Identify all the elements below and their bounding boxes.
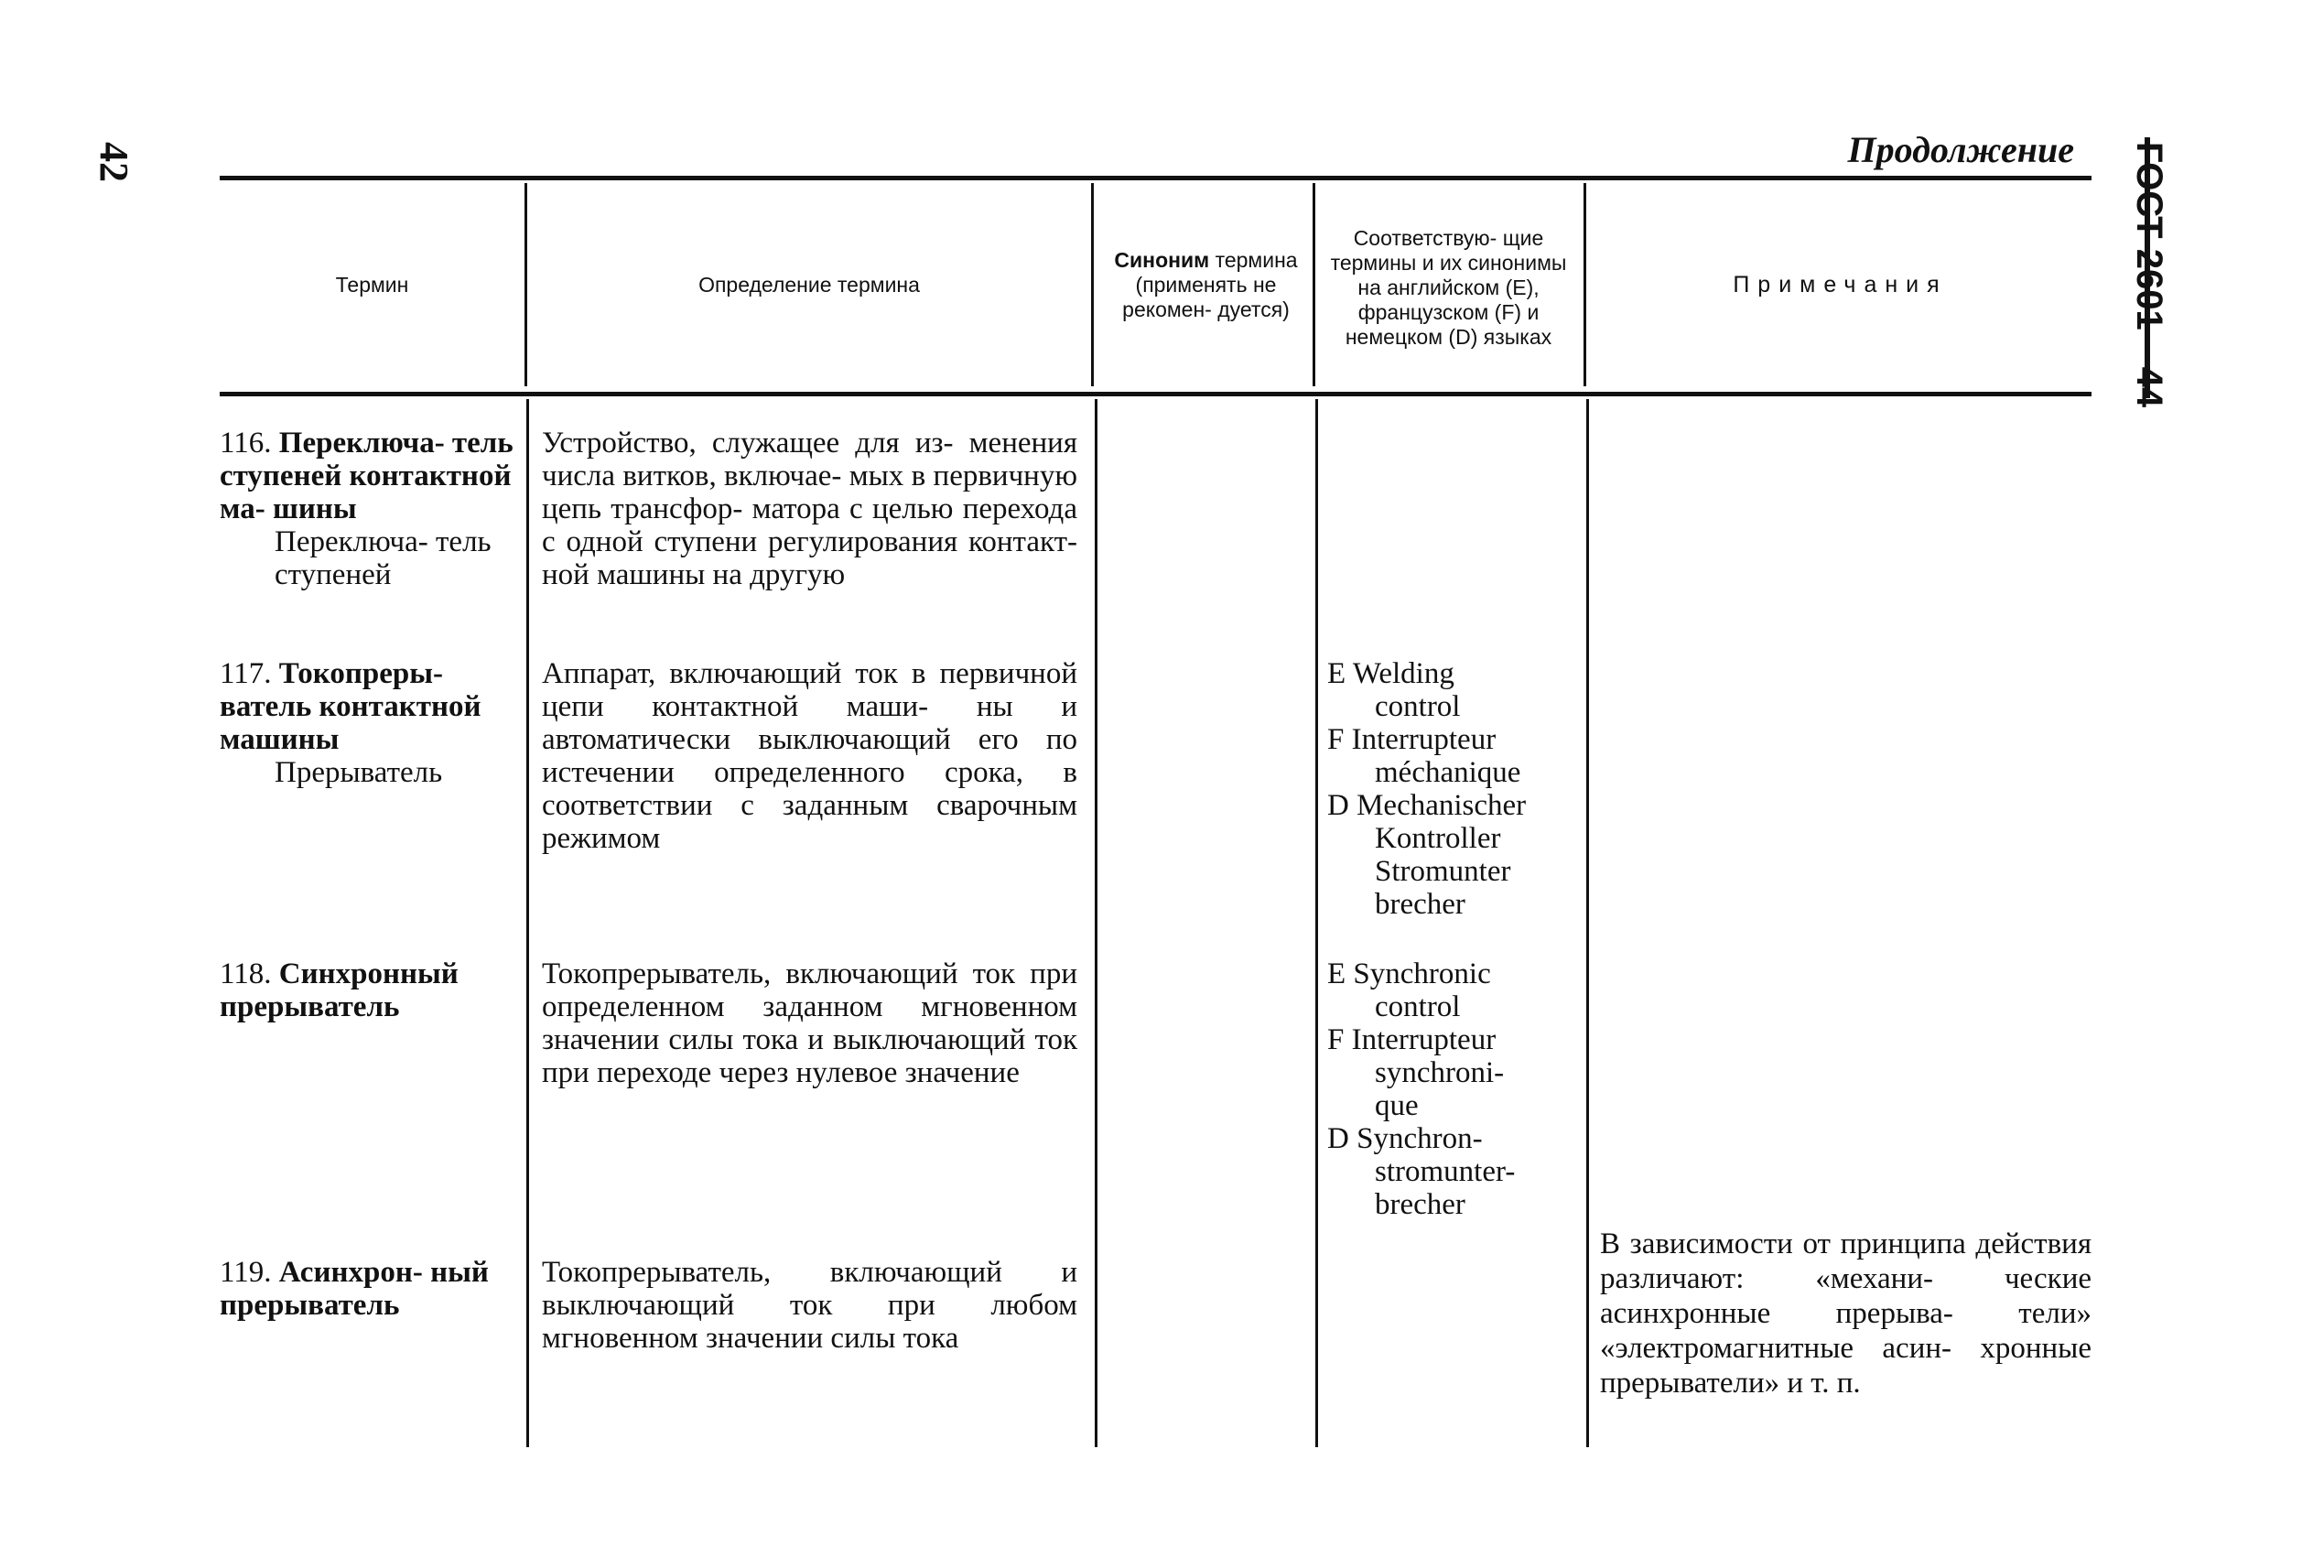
- header-synonym: [1103, 183, 1309, 386]
- term-name: Переключа- тель ступеней контактной ма- шины: [220, 427, 513, 525]
- equivalent-french-cont: synchroni-: [1375, 1056, 1505, 1089]
- equivalent-french-cont: que: [1375, 1089, 1419, 1122]
- equivalent-german-cont: brecher: [1375, 1188, 1465, 1221]
- definition-117: Аппарат, включающий ток в первичной цепи контактной маши- ны и автоматически выключающий его по истечении определенного срока, в соответствии с заданным сварочным режимом: [542, 657, 1077, 855]
- column-divider-4-body: [1586, 399, 1589, 1447]
- definition-118: Токопрерыватель, включающий ток при определенном заданном мгновенном значении силы тока и выключающий ток при переходе через нулевое значение: [542, 957, 1077, 1089]
- definition-119: Токопрерыватель, включающий и выключающий ток при любом мгновенном значении силы тока: [542, 1256, 1077, 1355]
- term-119: [220, 1256, 517, 1322]
- equivalent-german-cont: Stromunter: [1375, 855, 1511, 888]
- term-number: 119.: [220, 1256, 272, 1289]
- header-notes: Примечания: [1733, 271, 1948, 297]
- standard-designation: ГОСТ 2601—44: [2129, 142, 2169, 408]
- table-top-rule: [220, 176, 2092, 180]
- header-bottom-rule: [220, 392, 2092, 396]
- column-divider-4: [1584, 183, 1586, 386]
- equivalent-german-cont: Kontroller: [1375, 822, 1501, 855]
- term-number: 117.: [220, 657, 272, 690]
- column-divider-3-body: [1315, 399, 1318, 1447]
- header-synonym-rest: термина (применять не рекомен- дуется): [1122, 247, 1298, 321]
- term-118: [220, 957, 522, 1023]
- equivalents-118: [1327, 957, 1584, 1221]
- continuation-label: Продолжение: [1847, 129, 2074, 170]
- header-synonym-title: Синоним: [1114, 247, 1210, 272]
- column-divider-3: [1313, 183, 1315, 386]
- equivalent-english-cont: control: [1375, 690, 1461, 723]
- equivalent-german-cont: brecher: [1375, 888, 1465, 921]
- equivalent-french-cont: méchanique: [1375, 756, 1521, 789]
- definition-116: Устройство, служащее для из- менения числа витков, включае- мых в первичную цепь трансфор- матора с целью перехода с одной ступени регулирования контакт- ной машины на другую: [542, 427, 1077, 591]
- term-name: Токопреры- ватель контактной машины: [220, 657, 481, 756]
- header-equivalents: Соответствую- щие термины и их синонимы на английском (Е), французском (F) и немецком (D) языках: [1330, 225, 1567, 349]
- column-divider-1-body: [526, 399, 529, 1447]
- term-number: 118.: [220, 957, 272, 990]
- page-number: 42: [92, 142, 136, 182]
- term-116: [220, 427, 517, 591]
- equivalent-english: E Welding: [1327, 657, 1454, 690]
- equivalent-french: F Interrupteur: [1327, 1023, 1497, 1056]
- equivalent-german: D Synchron-: [1327, 1122, 1483, 1155]
- equivalent-english-cont: control: [1375, 990, 1461, 1023]
- term-number: 116.: [220, 427, 272, 460]
- header-term: Термин: [335, 272, 409, 297]
- column-divider-2: [1091, 183, 1094, 386]
- term-name: Синхронный прерыватель: [220, 957, 459, 1023]
- note-119: В зависимости от принципа действия различают: «механи- ческие асинхронные прерыва- тели» «электромагнитные асин- хронные прерыватели» и т. п.: [1600, 1227, 2092, 1400]
- term-name: Асинхрон- ный прерыватель: [220, 1256, 489, 1322]
- equivalent-german: D Mechanischer: [1327, 789, 1527, 822]
- equivalent-german-cont: stromunter-: [1375, 1155, 1516, 1188]
- term-117: [220, 657, 517, 789]
- equivalents-117: [1327, 657, 1584, 921]
- column-divider-2-body: [1095, 399, 1097, 1447]
- term-synonym: Переключа- тель ступеней: [275, 525, 492, 591]
- term-synonym: Прерыватель: [275, 756, 443, 789]
- equivalent-french: F Interrupteur: [1327, 723, 1497, 756]
- equivalent-english: E Synchronic: [1327, 957, 1491, 990]
- header-definition: Определение термина: [698, 272, 920, 297]
